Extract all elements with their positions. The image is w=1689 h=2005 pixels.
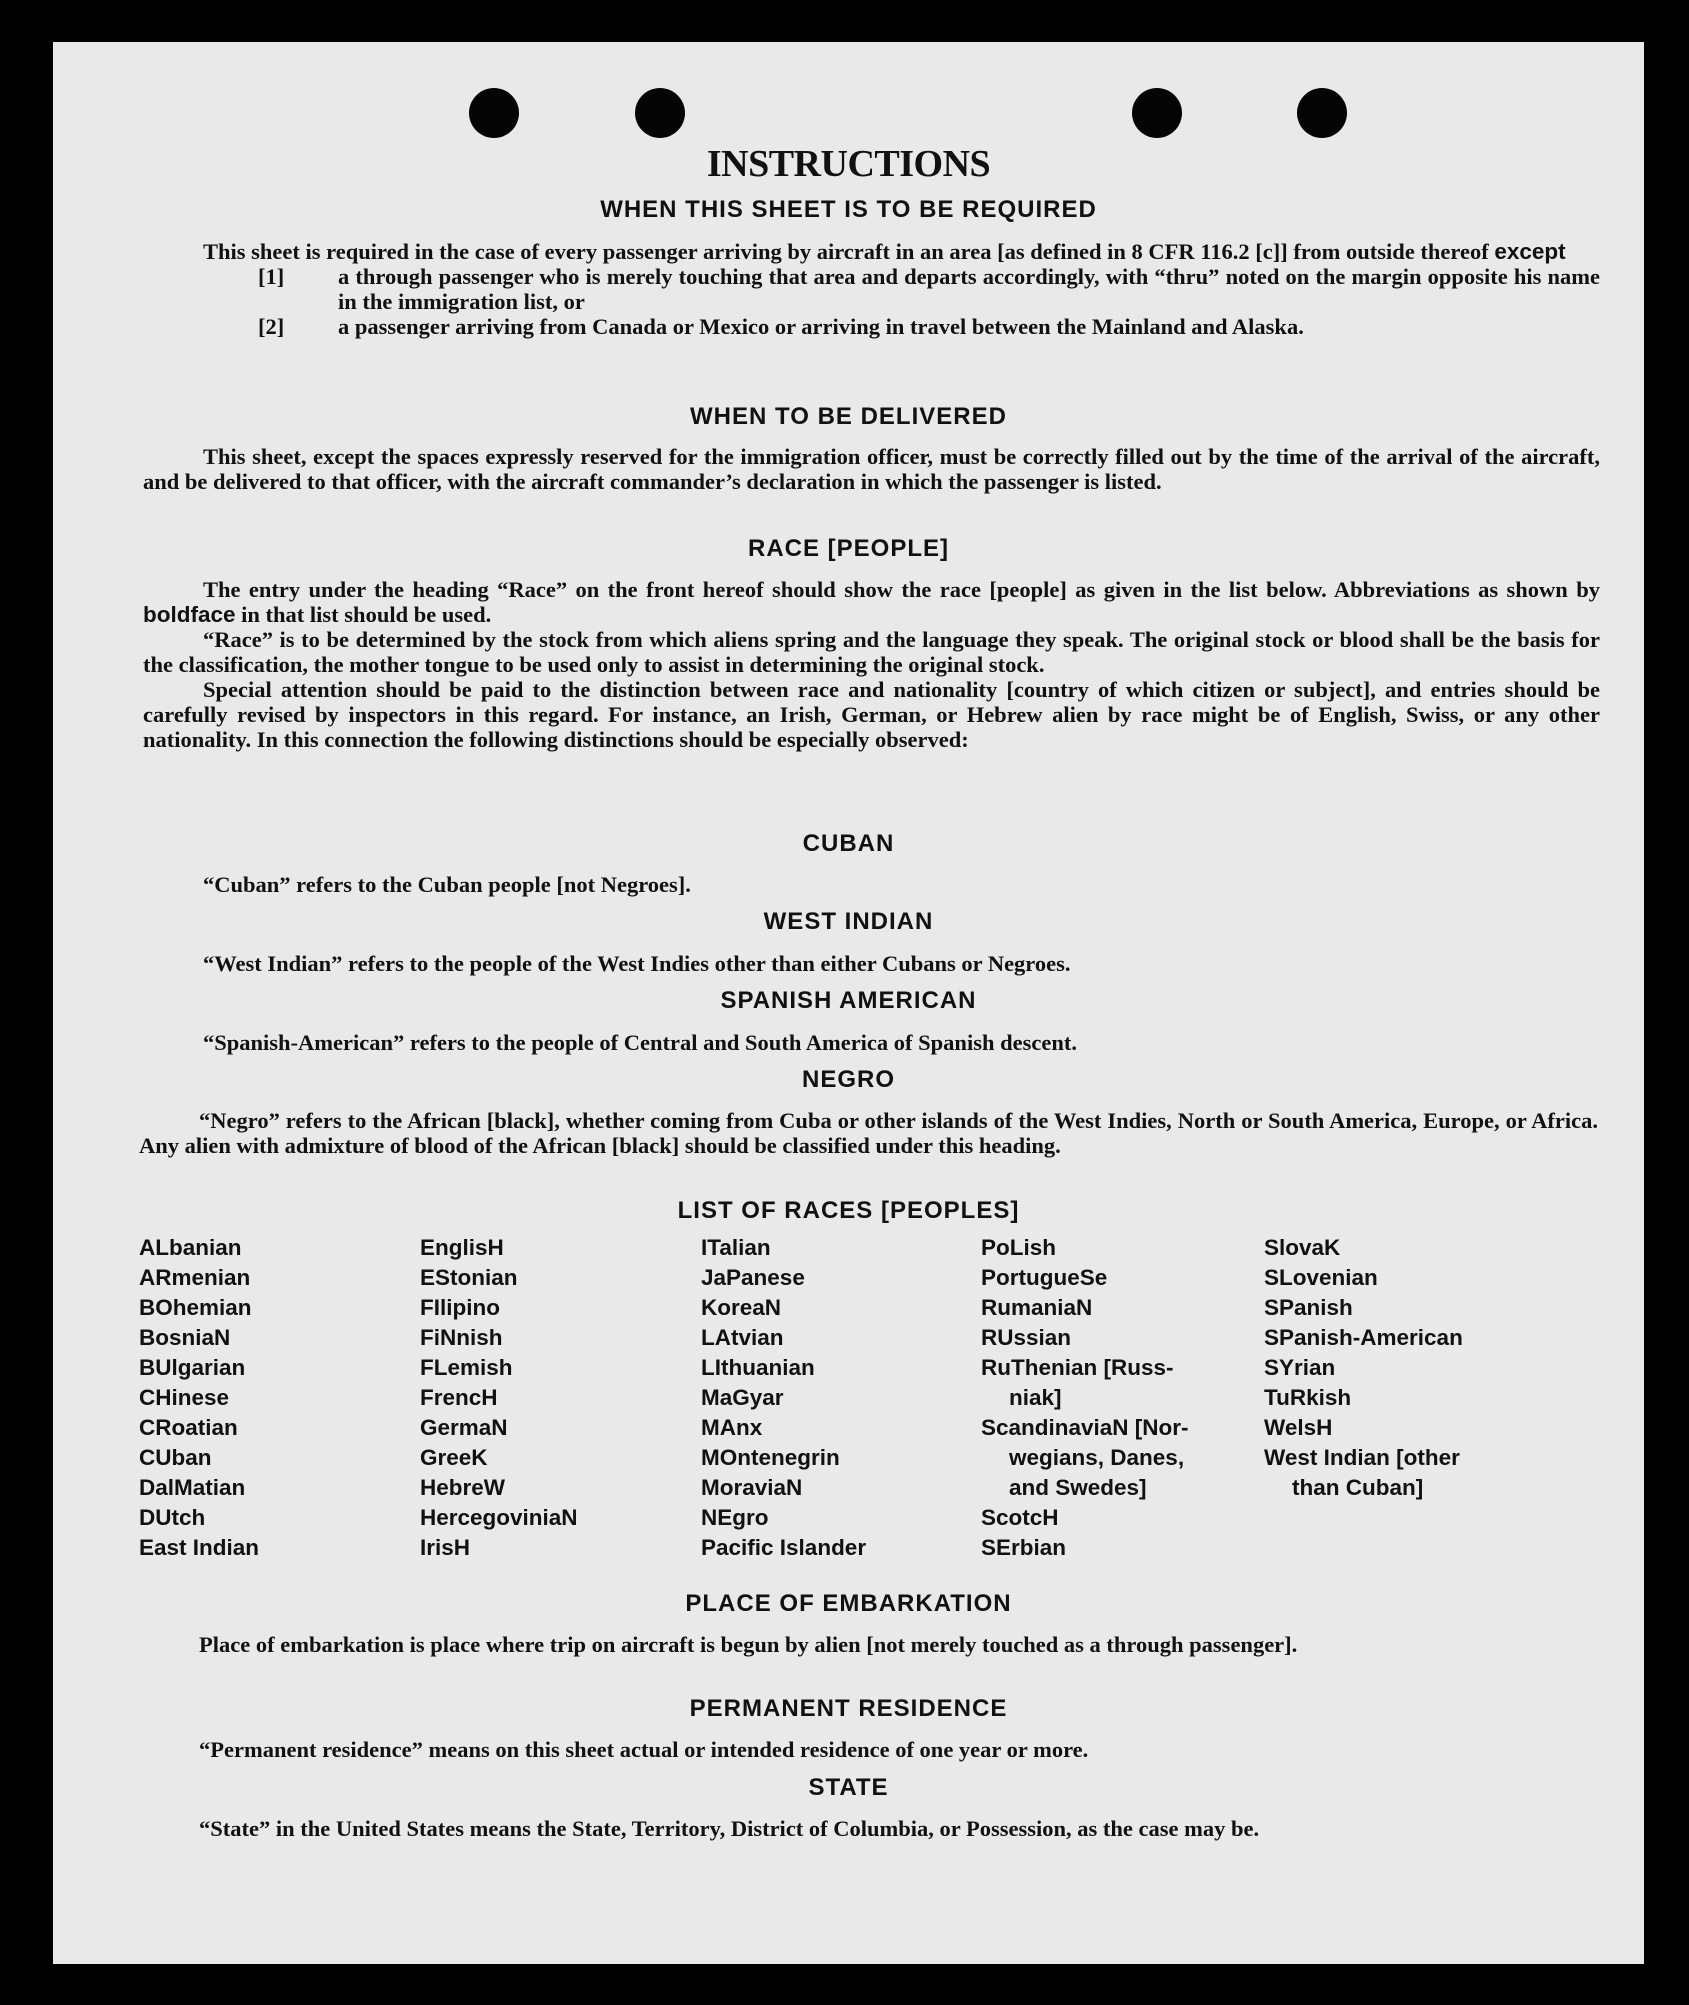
paragraph-permanent-residence: “Permanent residence” means on this sheet actual or intended residence of one year or more. [199, 1737, 1089, 1762]
list-item: [2] a passenger arriving from Canada or Mexico or arriving in travel between the Mainland and Alaska. [258, 314, 1304, 339]
race-item: ScotcH [981, 1505, 1059, 1530]
races-column-1 [139, 1233, 259, 1563]
race-item: MaGyar [701, 1385, 784, 1410]
punch-hole [469, 88, 519, 138]
race-item: SErbian [981, 1535, 1067, 1560]
race-item: EStonian [420, 1265, 518, 1290]
race-item: BUlgarian [139, 1355, 246, 1380]
race-item-continuation: and Swedes] [1009, 1475, 1147, 1500]
heading-list-of-races: LIST OF RACES [PEOPLES] [677, 1197, 1020, 1224]
heading-permanent-residence: PERMANENT RESIDENCE [689, 1695, 1008, 1722]
heading-west-indian: WEST INDIAN [763, 908, 934, 935]
race-item-continuation: wegians, Danes, [1009, 1445, 1185, 1470]
document-sheet [53, 42, 1644, 1964]
race-item: West Indian [other [1264, 1445, 1460, 1470]
heading-embarkation: PLACE OF EMBARKATION [685, 1590, 1012, 1617]
paragraph-state: “State” in the United States means the State, Territory, District of Columbia, or Possession, as the case may be. [199, 1816, 1260, 1841]
punch-hole [635, 88, 685, 138]
race-item: GreeK [420, 1445, 488, 1470]
race-paragraph-2: “Race” is to be determined by the stock from which aliens spring and the language they speak. The original stock or blood shall be the basis for the classification, the mother tongue to be used only to assist in determining the original stock. [143, 627, 1600, 677]
heading-when-required: WHEN THIS SHEET IS TO BE REQUIRED [600, 196, 1097, 223]
race-paragraph-3: Special attention should be paid to the distinction between race and nationality [country of which citizen or subject], and entries should be carefully revised by inspectors in this regard. For instance, an Irish, German, or Hebrew alien by race might be of English, Swiss, or any other nationality. In this connection the following distinctions should be especially observed: [143, 677, 1600, 752]
race-item: ALbanian [139, 1235, 242, 1260]
paragraph-west-indian: “West Indian” refers to the people of the West Indies other than either Cubans or Negroes. [203, 951, 1071, 976]
race-item: HercegoviniaN [420, 1505, 578, 1530]
race-item: WelsH [1264, 1415, 1333, 1440]
page-title: INSTRUCTIONS [706, 143, 991, 185]
race-item: Pacific Islander [701, 1535, 867, 1560]
paragraph-cuban: “Cuban” refers to the Cuban people [not Negroes]. [203, 872, 691, 897]
paragraph-negro: “Negro” refers to the African [black], whether coming from Cuba or other islands of the West Indies, North or South America, Europe, or Africa. Any alien with admixture of blood of the African [black] should be classified under this heading. [139, 1108, 1598, 1158]
race-item: FIlipino [420, 1295, 500, 1320]
race-item: CUban [139, 1445, 212, 1470]
race-item: SLovenian [1264, 1265, 1378, 1290]
race-item: DUtch [139, 1505, 206, 1530]
races-column-5 [1264, 1233, 1463, 1503]
heading-when-delivered: WHEN TO BE DELIVERED [690, 403, 1007, 430]
races-column-4 [981, 1233, 1189, 1563]
race-item: BosniaN [139, 1325, 231, 1350]
race-item: LAtvian [701, 1325, 784, 1350]
race-item: EnglisH [420, 1235, 504, 1260]
race-item: SPanish-American [1264, 1325, 1463, 1350]
race-item: CRoatian [139, 1415, 238, 1440]
race-item: SYrian [1264, 1355, 1336, 1380]
race-item: MOntenegrin [701, 1445, 840, 1470]
races-column-3 [701, 1233, 866, 1563]
race-item: KoreaN [701, 1295, 782, 1320]
race-item-continuation: than Cuban] [1292, 1475, 1424, 1500]
race-item: ITalian [701, 1235, 771, 1260]
paragraph-race [143, 577, 1600, 752]
paragraph-embarkation: Place of embarkation is place where trip on aircraft is begun by alien [not merely touched as a through passenger]. [199, 1632, 1298, 1657]
race-item: MoraviaN [701, 1475, 803, 1500]
heading-state: STATE [808, 1774, 889, 1801]
race-item: ScandinaviaN [Nor- [981, 1415, 1189, 1440]
race-item: SlovaK [1264, 1235, 1341, 1260]
list-item: [1] a through passenger who is merely touching that area and departs accordingly, with “thru” noted on the margin opposite his name in the immigration list, or [258, 264, 1600, 314]
heading-spanish-american: SPANISH AMERICAN [720, 987, 977, 1014]
paragraph-spanish-american: “Spanish-American” refers to the people of Central and South America of Spanish descent. [203, 1030, 1077, 1055]
race-item: PortugueSe [981, 1265, 1108, 1290]
race-item: TuRkish [1264, 1385, 1352, 1410]
race-item: NEgro [701, 1505, 769, 1530]
heading-negro: NEGRO [801, 1066, 895, 1093]
punch-hole [1297, 88, 1347, 138]
exception-list [143, 264, 1600, 339]
race-item: RuThenian [Russ- [981, 1355, 1174, 1380]
heading-race: RACE [PEOPLE] [747, 535, 949, 562]
paragraph-when-delivered: This sheet, except the spaces expressly reserved for the immigration officer, must be correctly filled out by the time of the arrival of the aircraft, and be delivered to that officer, with the aircraft commander’s declaration in which the passenger is listed. [143, 444, 1600, 494]
race-item: BOhemian [139, 1295, 252, 1320]
race-item: DalMatian [139, 1475, 246, 1500]
punch-hole [1132, 88, 1182, 138]
race-item-continuation: niak] [1009, 1385, 1062, 1410]
race-item: FrencH [420, 1385, 498, 1410]
race-item: SPanish [1264, 1295, 1353, 1320]
race-item: RUssian [981, 1325, 1072, 1350]
race-item: FiNnish [420, 1325, 503, 1350]
race-item: HebreW [420, 1475, 506, 1500]
race-item: FLemish [420, 1355, 513, 1380]
race-item: LIthuanian [701, 1355, 815, 1380]
race-item: GermaN [420, 1415, 508, 1440]
race-item: East Indian [139, 1535, 260, 1560]
race-item: CHinese [139, 1385, 230, 1410]
race-item: RumaniaN [981, 1295, 1093, 1320]
race-item: JaPanese [701, 1265, 805, 1290]
paragraph-when-required [143, 239, 1600, 339]
heading-cuban: CUBAN [802, 830, 895, 857]
race-item: MAnx [701, 1415, 763, 1440]
races-column-2 [420, 1233, 578, 1563]
race-item: IrisH [420, 1535, 471, 1560]
when-required-intro: This sheet is required in the case of every passenger arriving by aircraft in an area [as defined in 8 CFR 116.2 [c]] from outside thereof except [203, 239, 1566, 264]
race-item: ARmenian [139, 1265, 251, 1290]
race-item: PoLish [981, 1235, 1057, 1260]
race-paragraph-1: The entry under the heading “Race” on the front hereof should show the race [people] as given in the list below. Abbreviations as shown by boldface in that list should be used. [143, 577, 1600, 627]
